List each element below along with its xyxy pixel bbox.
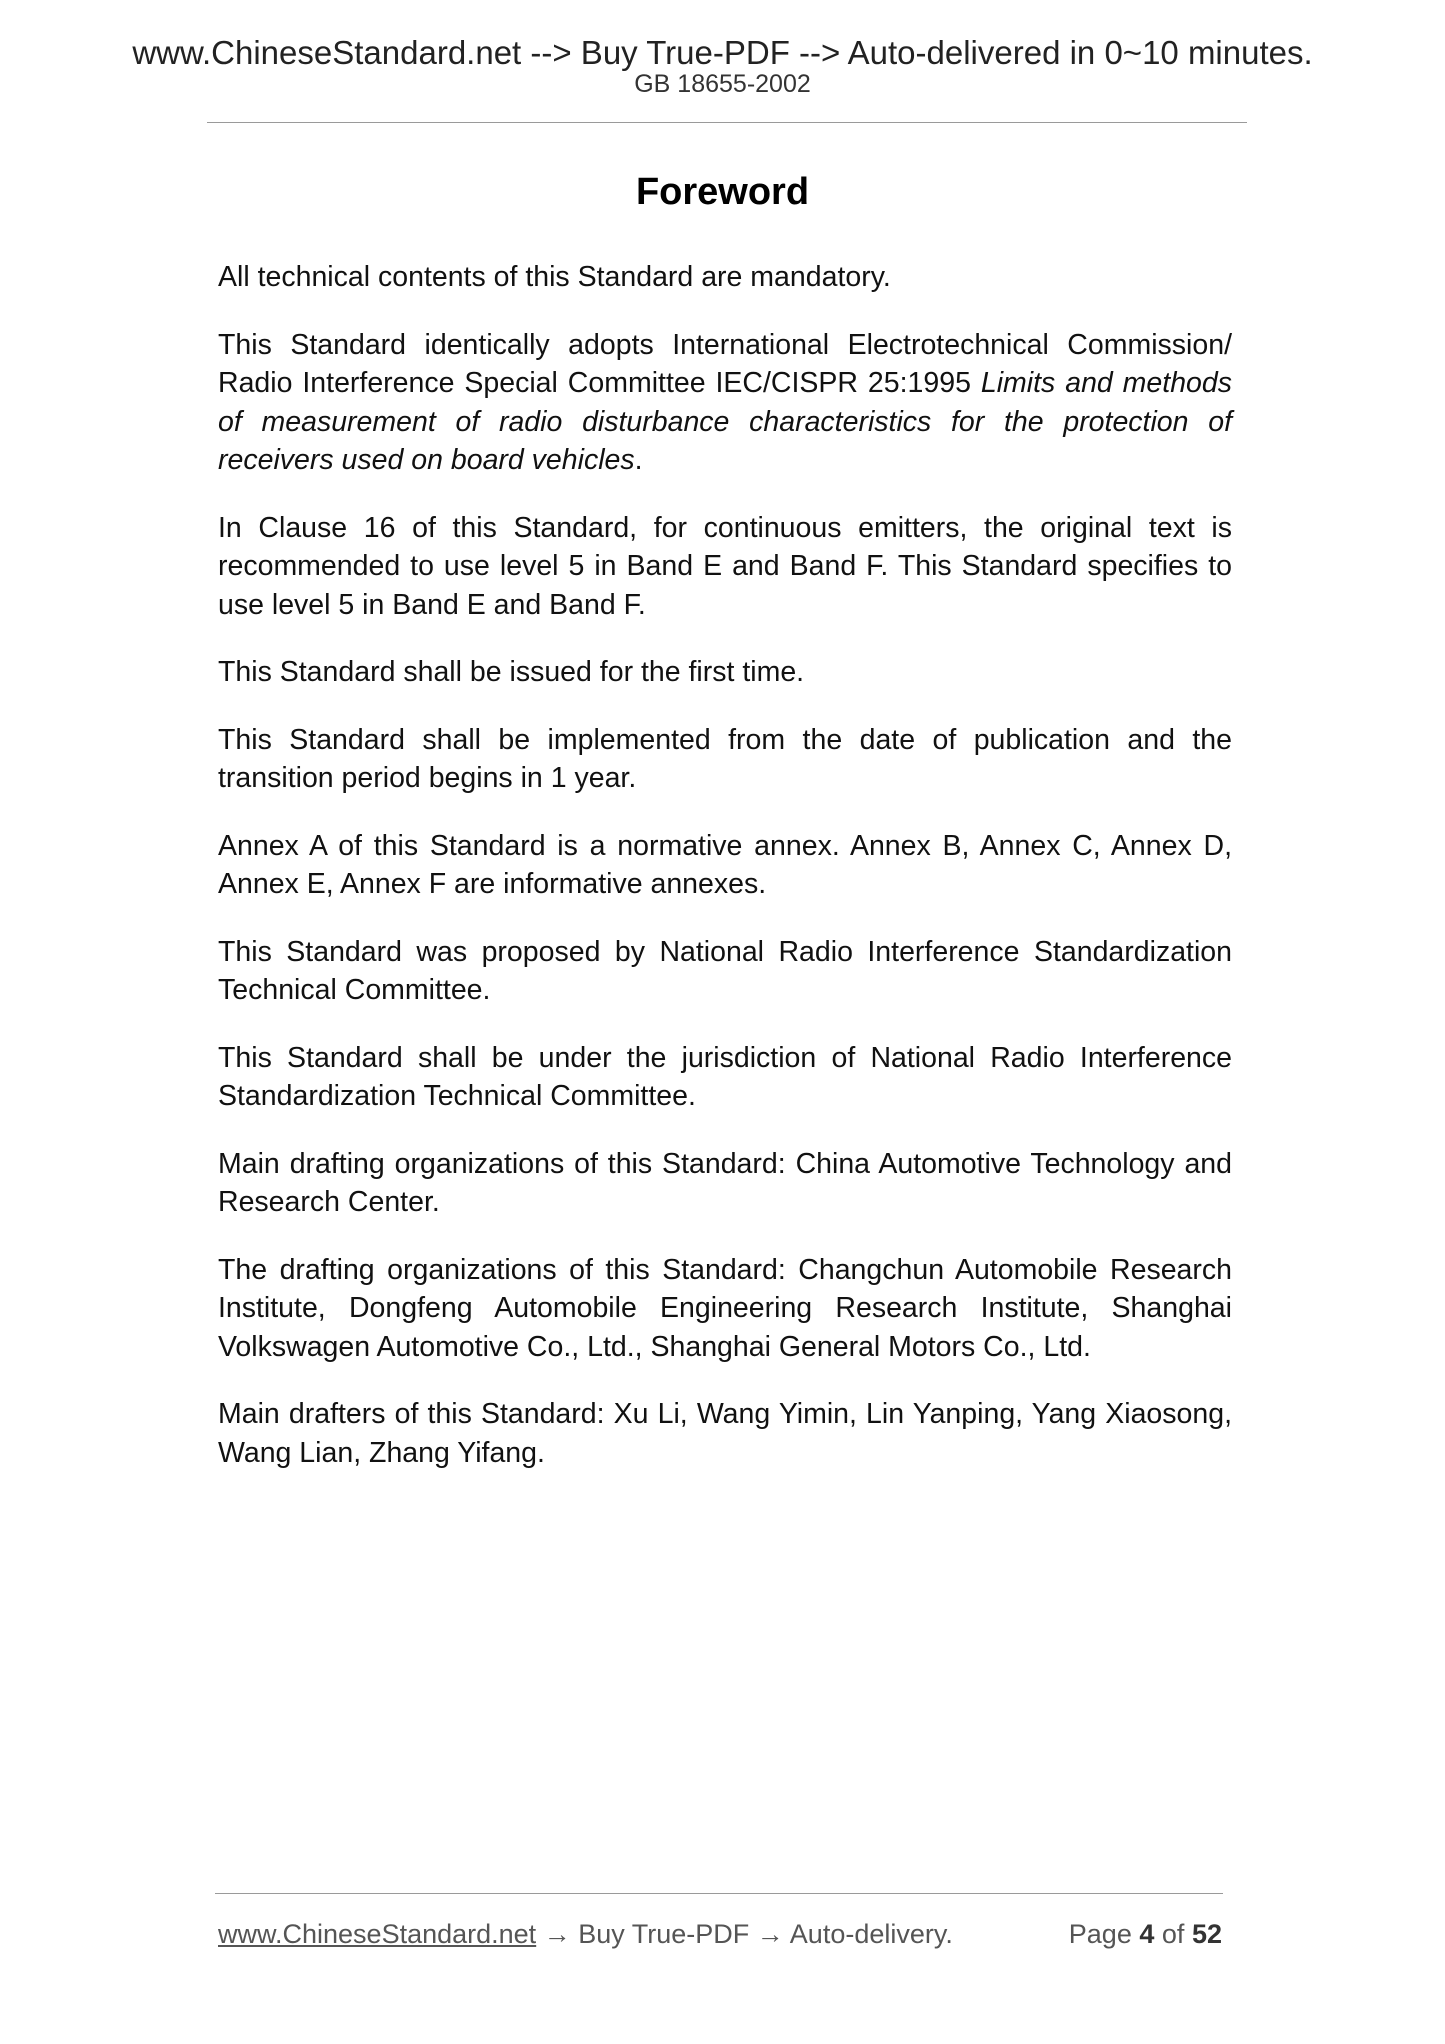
- footer-divider: [215, 1893, 1223, 1894]
- paragraph-jurisdiction: This Standard shall be under the jurisdiction of National Radio Interference Standardization Technical Committee.: [218, 1041, 1232, 1112]
- page-total: 52: [1191, 1919, 1222, 1949]
- footer-buy-text: Buy True-PDF: [578, 1919, 750, 1949]
- footer-delivery-text: Auto-delivery.: [789, 1919, 953, 1949]
- foreword-body: [218, 258, 1232, 1501]
- paragraph-mandatory: All technical contents of this Standard are mandatory.: [218, 261, 891, 293]
- paragraph-drafting-orgs: The drafting organizations of this Standard: Changchun Automobile Research Institute, Dongfeng Automobile Engineering Research Institute, Shanghai Volkswagen Automotive Co., Ltd., Shanghai General Motors Co., Ltd.: [218, 1253, 1232, 1363]
- paragraph-adoption: [218, 326, 1232, 480]
- adoption-text: This Standard identically adopts International Electrotechnical Commission/ Radio Interference Special Committee IEC/CISPR 25:1995: [218, 328, 1232, 399]
- arrow-right-icon: →: [543, 1919, 571, 1949]
- paragraph-drafters: Main drafters of this Standard: Xu Li, Wang Yimin, Lin Yanping, Yang Xiaosong, Wang Lian, Zhang Yifang.: [218, 1398, 1232, 1469]
- arrow-right-icon: →: [756, 1919, 784, 1949]
- header-divider: [207, 122, 1247, 123]
- page-label: Page: [1068, 1919, 1132, 1949]
- paragraph-implementation: This Standard shall be implemented from the date of publication and the transition period begins in 1 year.: [218, 723, 1232, 794]
- paragraph-proposed-by: This Standard was proposed by National Radio Interference Standardization Technical Committee.: [218, 935, 1232, 1006]
- adoption-period: .: [634, 444, 643, 476]
- page-footer: [218, 1916, 1222, 1952]
- footer-website-link[interactable]: www.ChineseStandard.net: [218, 1919, 537, 1949]
- paragraph-annexes: Annex A of this Standard is a normative annex. Annex B, Annex C, Annex D, Annex E, Annex F are informative annexes.: [218, 829, 1232, 900]
- page-indicator: [1069, 1916, 1222, 1952]
- paragraph-main-drafting-org: Main drafting organizations of this Standard: China Automotive Technology and Research Center.: [218, 1147, 1232, 1218]
- of-label: of: [1161, 1919, 1185, 1949]
- paragraph-clause-16: In Clause 16 of this Standard, for continuous emitters, the original text is recommended to use level 5 in Band E and Band F. This Standard specifies to use level 5 in Band E and Band F.: [218, 511, 1232, 621]
- standard-code: GB 18655-2002: [634, 70, 811, 98]
- adopted-standard-title: Limits and methods of measurement of radio disturbance characteristics for the protection of receivers used on board vehicles: [218, 367, 1232, 476]
- top-banner: www.ChineseStandard.net --> Buy True-PDF --> Auto-delivered in 0~10 minutes.: [132, 34, 1313, 71]
- paragraph-first-issue: This Standard shall be issued for the first time.: [218, 656, 805, 688]
- page-title: Foreword: [635, 171, 810, 213]
- page-number: 4: [1139, 1919, 1155, 1949]
- footer-left: [218, 1916, 953, 1952]
